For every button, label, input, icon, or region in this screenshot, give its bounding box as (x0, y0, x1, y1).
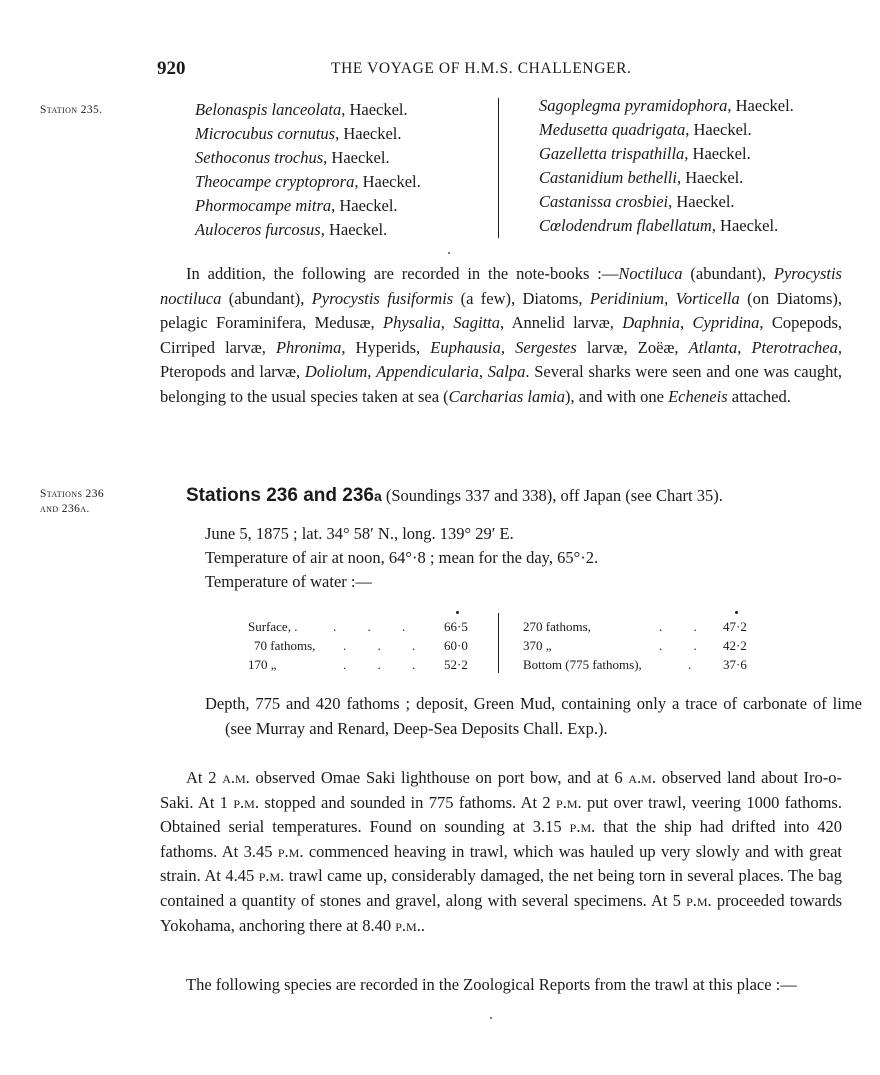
taxon-name: Sagitta (453, 313, 501, 333)
table-row: 70 fathoms, . . . 60·0 (254, 638, 468, 653)
species-entry: Gazelletta trispathilla, Haeckel. (539, 144, 751, 163)
time-abbrev: p.m. (569, 817, 596, 837)
species-intro-paragraph: The following species are recorded in the Zoological Reports from the trawl at this place :— (186, 975, 797, 994)
column-divider (498, 98, 499, 238)
taxon-name: Peridinium (589, 288, 665, 308)
text-run: proceeded towards Yokohama, anchoring there at 8.40 (160, 890, 842, 935)
text-run: (on Diatoms), pelagic Foraminifera, Medusæ, (160, 288, 842, 333)
species-entry: Belonaspis lanceolata, Haeckel. (195, 100, 408, 119)
text-run: , (367, 362, 377, 382)
note-books-paragraph (160, 262, 842, 410)
text-run: , Copepods, Cirriped larvæ, (160, 313, 843, 357)
species-entry: Sagoplegma pyramidophora, Haeckel. (539, 96, 794, 115)
text-run: (abundant), (221, 288, 312, 308)
species-entry: Cœlodendrum flabellatum, Haeckel. (539, 216, 779, 235)
taxon-name: Vorticella (675, 288, 740, 308)
text-run: put over trawl, veering 1000 fathoms. Obtained serial temperatures. Found on sounding at 3.15 (160, 792, 842, 837)
narrative-paragraph (160, 766, 842, 938)
table-divider (498, 613, 499, 673)
taxon-name: Noctiluca (618, 264, 683, 283)
table-row: 170 „ . . . 52·2 (248, 657, 468, 672)
date-position-line: June 5, 1875 ; lat. 34° 58′ N., long. 139° 29′ E. (205, 524, 514, 543)
text-run: , (478, 362, 488, 382)
print-speck (490, 1017, 492, 1019)
text-run: , Annelid larvæ, (500, 313, 623, 333)
time-abbrev: a.m. (222, 768, 250, 787)
air-temperature-line: Temperature of air at noon, 64°·8 ; mean for the day, 65°·2. (205, 548, 599, 567)
species-entry: Sethoconus trochus, Haeckel. (195, 148, 390, 167)
taxon-name: Pyrocystis fusiformis (311, 288, 454, 308)
table-row: Surface, . . . . 66·5 (248, 619, 468, 634)
text-run: observed Omae Saki lighthouse on port bow, and at 6 (249, 768, 629, 787)
species-entry: Castanidium bethelli, Haeckel. (539, 168, 744, 187)
text-run: observed land about Iro-o-Saki. At 1 (160, 768, 843, 812)
text-run: At 2 (186, 768, 223, 787)
table-row: Bottom (775 fathoms), . 37·6 (523, 657, 747, 672)
text-run: (a few), Diatoms, (453, 288, 590, 308)
species-entry: Auloceros furcosus, Haeckel. (195, 220, 388, 239)
page-number: 920 (157, 58, 186, 79)
water-temperature-label: Temperature of water :— (205, 572, 372, 591)
depth-deposit-paragraph: Depth, 775 and 420 fathoms ; deposit, Green Mud, containing only a trace of carbonate of lime (see Murray and Renard, Deep-Sea Deposits Chall. Exp.). (205, 694, 862, 738)
text-run: stopped and sounded in 775 fathoms. At 2 (258, 792, 557, 812)
species-list-left (195, 98, 421, 242)
running-title: THE VOYAGE OF H.M.S. CHALLENGER. (331, 60, 632, 77)
species-list-right (539, 94, 794, 238)
text-run: commenced heaving in trawl, which was hauled up very slowly and with great strain. At 4.45 (160, 841, 842, 886)
text-run: . (420, 915, 425, 935)
water-temperature-table-right (523, 617, 763, 674)
taxon-name: Pterotrachea (751, 337, 838, 357)
margin-label-station-235: Station 235. (40, 104, 103, 116)
species-entry: Theocampe cryptoprora, Haeckel. (195, 172, 421, 191)
text-run: trawl came up, considerably damaged, the net being torn in several places. The bag contained a quantity of stones and gravel, along with several specimens. At 5 (160, 866, 843, 910)
text-run: . Several sharks were seen and one was caught, belonging to the usual species taken at sea ( (160, 362, 843, 406)
table-row: 370 „ . . 42·2 (523, 638, 747, 653)
table-row: 270 fathoms, . . 47·2 (523, 619, 747, 634)
time-abbrev: a.m. (628, 768, 656, 787)
text-run: , (737, 337, 752, 357)
taxon-name: Sergestes (515, 337, 577, 357)
time-abbrev: p.m. (686, 890, 712, 910)
degree-mark (456, 611, 459, 614)
species-entry: Phormocampe mitra, Haeckel. (195, 196, 398, 215)
text-run: , (500, 337, 516, 357)
text-run: In addition, the following are recorded in the note-books :— (186, 264, 619, 283)
text-run: ), and with one (564, 386, 669, 406)
water-temperature-table-left (248, 617, 478, 674)
taxon-name: Echeneis (668, 386, 728, 406)
degree-mark (735, 611, 738, 614)
text-run: , (680, 313, 693, 333)
time-abbrev: p.m. (233, 792, 259, 812)
margin-label-stations-236: Stations 236 and 236a. (40, 488, 105, 515)
taxon-name: Pyrocystis noctiluca (160, 264, 842, 308)
taxon-name: Physalia (383, 313, 441, 333)
time-abbrev: p.m. (258, 866, 285, 886)
station-heading: Stations 236 and 236a (Soundings 337 and 338), off Japan (see Chart 35). (186, 485, 723, 506)
taxon-name: Euphausia (430, 337, 501, 357)
text-run: , Pteropods and larvæ, (160, 337, 843, 382)
text-run: that the ship had drifted into 420 fathoms. At 3.45 (160, 817, 842, 861)
print-speck (448, 252, 450, 254)
taxon-name: Appendicularia (376, 362, 479, 382)
time-abbrev: p.m. (556, 792, 582, 812)
taxon-name: Salpa (487, 362, 526, 382)
species-entry: Microcubus cornutus, Haeckel. (195, 124, 402, 143)
text-run: , (664, 288, 676, 308)
taxon-name: Phronima (275, 337, 342, 357)
taxon-name: Atlanta (688, 337, 738, 357)
text-run: , (440, 313, 454, 333)
taxon-name: Daphnia (622, 313, 680, 333)
species-entry: Castanissa crosbiei, Haeckel. (539, 192, 735, 211)
time-abbrev: p.m. (277, 841, 304, 861)
taxon-name: Doliolum (304, 362, 368, 382)
taxon-name: Carcharias lamia (448, 386, 565, 406)
text-run: larvæ, Zoëæ, (576, 337, 689, 357)
text-run: attached. (727, 386, 791, 406)
species-entry: Medusetta quadrigata, Haeckel. (539, 120, 752, 139)
text-run: , Hyperids, (341, 337, 431, 357)
taxon-name: Cypridina (692, 313, 760, 333)
text-run: (abundant), (682, 264, 774, 283)
time-abbrev: p.m. (395, 915, 421, 935)
